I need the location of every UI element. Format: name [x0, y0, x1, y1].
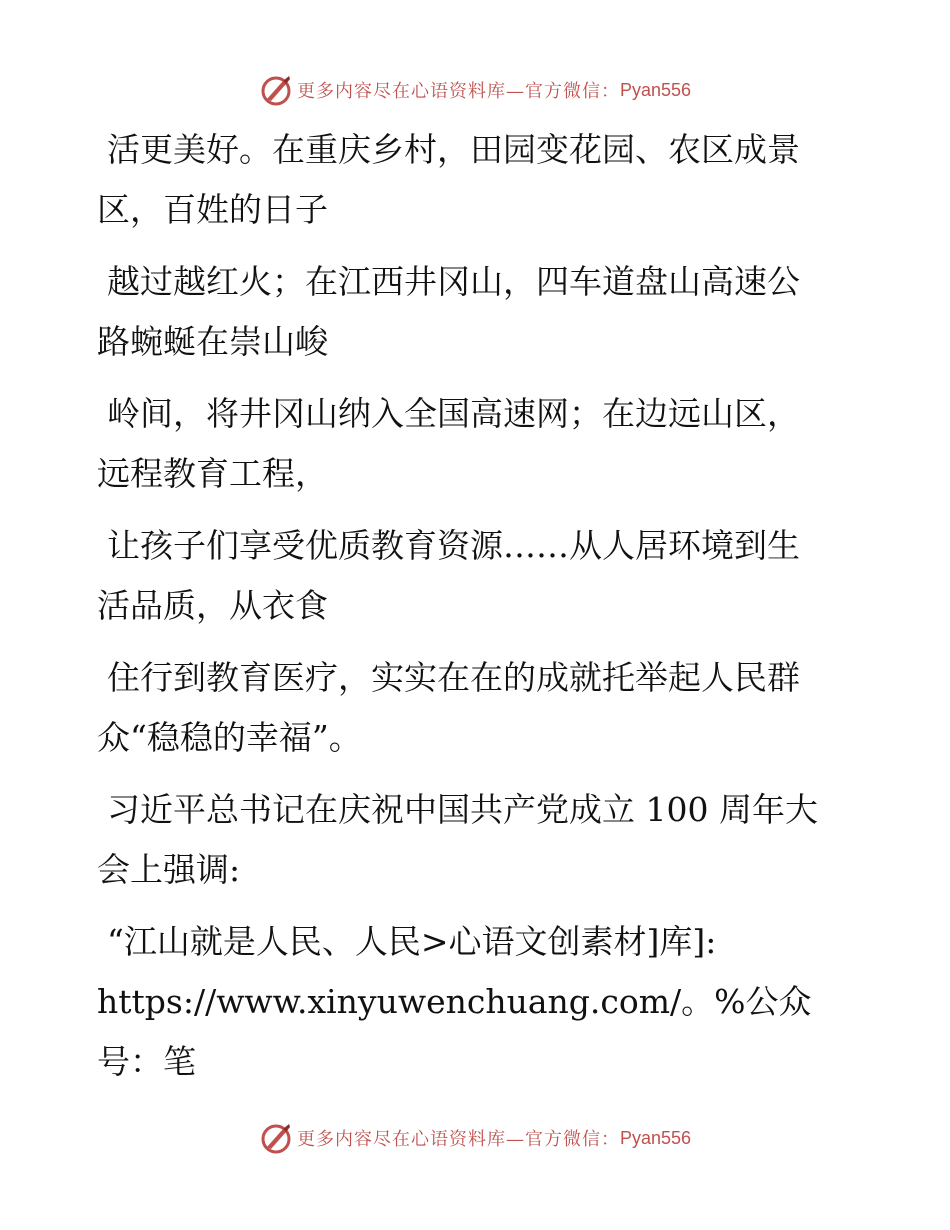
paragraph-3 — [97, 384, 857, 504]
paragraph-line: 让孩子们享受优质教育资源……从人居环境到生 — [107, 526, 800, 565]
paragraph-1 — [97, 120, 857, 240]
quill-pen-logo-icon — [259, 73, 293, 107]
document-body — [97, 120, 857, 1104]
watermark-text: 更多内容尽在心语资料库—官方微信： — [296, 1129, 620, 1150]
paragraph-line: 路蜿蜒在崇山峻 — [97, 322, 328, 361]
paragraph-line: 越过越红火；在江西井冈山，四车道盘山高速公 — [107, 262, 800, 301]
paragraph-line: https://www.xinyuwenchuang.com/。%公众号：笔 — [97, 982, 812, 1081]
paragraph-4 — [97, 516, 857, 636]
paragraph-6 — [97, 780, 857, 900]
paragraph-7 — [97, 912, 857, 1092]
watermark-banner-top — [0, 70, 950, 110]
watermark-banner-bottom — [0, 1118, 950, 1158]
paragraph-5 — [97, 648, 857, 768]
watermark-wechat-id: Pyan556 — [619, 1127, 692, 1148]
paragraph-line: 远程教育工程， — [97, 454, 328, 493]
watermark-wechat-id: Pyan556 — [619, 79, 692, 100]
paragraph-line: 活更美好。在重庆乡村，田园变花园、农区成景 — [107, 130, 800, 169]
paragraph-line: 活品质，从衣食 — [97, 586, 328, 625]
paragraph-line: 众“稳稳的幸福”。 — [97, 718, 362, 757]
watermark-text: 更多内容尽在心语资料库—官方微信： — [296, 81, 620, 102]
paragraph-line: 岭间，将井冈山纳入全国高速网；在边远山区， — [107, 394, 800, 433]
paragraph-line: “江山就是人民、人民>心语文创素材]库]: — [107, 922, 717, 961]
paragraph-line: 区，百姓的日子 — [97, 190, 328, 229]
paragraph-2 — [97, 252, 857, 372]
paragraph-line: 习近平总书记在庆祝中国共产党成立 100 周年大 — [107, 790, 818, 829]
quill-pen-logo-icon — [259, 1121, 293, 1155]
paragraph-line: 住行到教育医疗，实实在在的成就托举起人民群 — [107, 658, 800, 697]
paragraph-line: 会上强调: — [97, 850, 241, 889]
